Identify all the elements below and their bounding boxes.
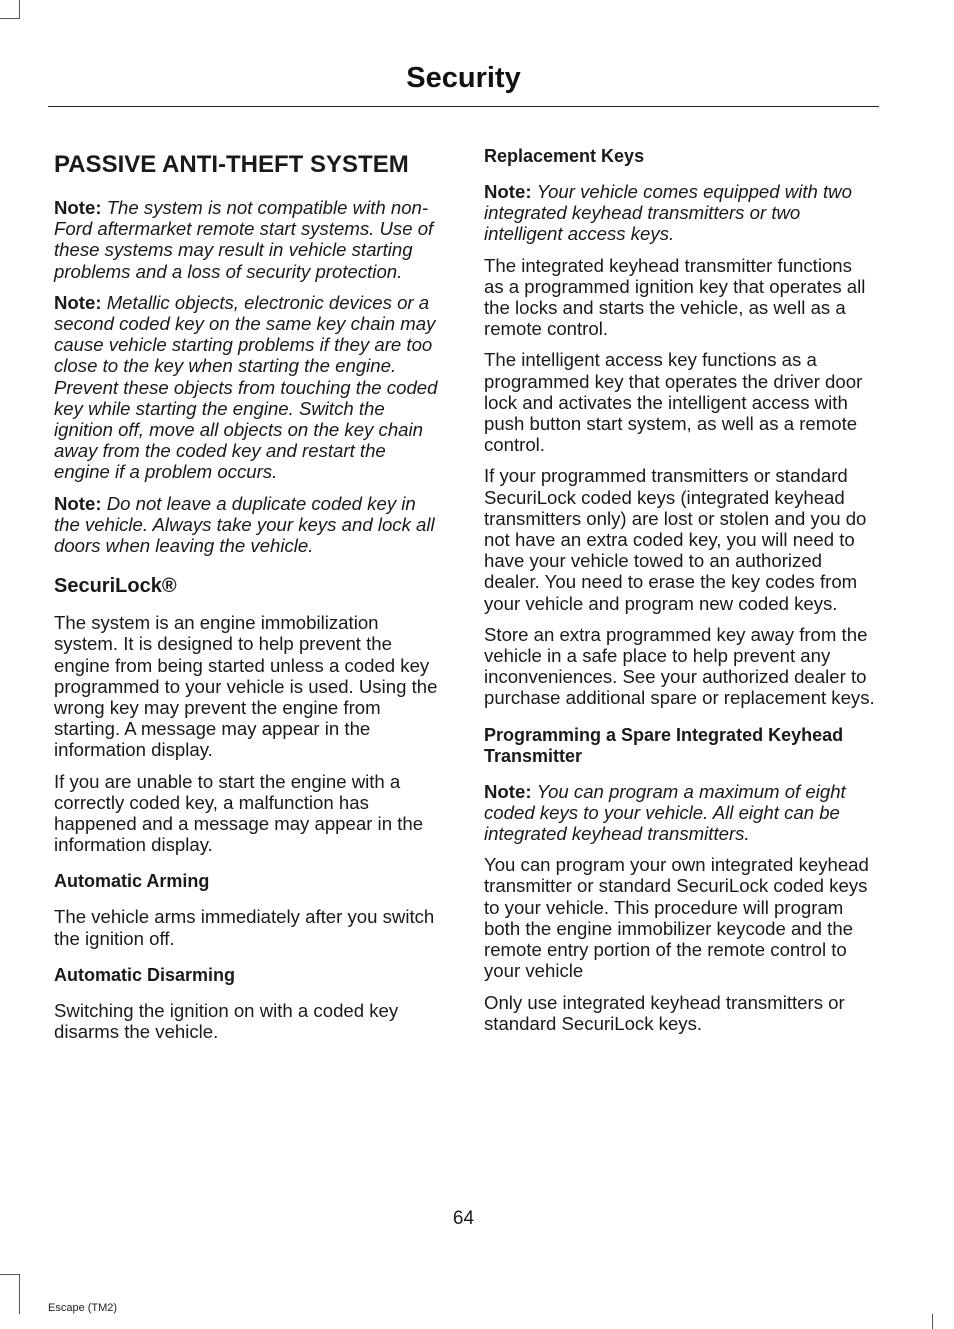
header-divider	[48, 106, 879, 107]
note-text: Do not leave a duplicate coded key in the vehicle. Always take your keys and lock all doors when leaving the vehicle.	[54, 492, 435, 557]
body-paragraph: Store an extra programmed key away from the vehicle in a safe place to help prevent any inconveniences. See your authorized dealer to purchase additional spare or replacement keys.	[484, 623, 875, 709]
right-column	[484, 146, 876, 1044]
crop-mark	[19, 1274, 20, 1314]
crop-mark	[19, 0, 20, 19]
note-text: The system is not compatible with non-Ford aftermarket remote start systems. Use of these systems may result in vehicle starting problems and a loss of security protection.	[54, 197, 434, 282]
body-paragraph: The vehicle arms immediately after you switch the ignition off.	[54, 906, 435, 949]
crop-mark	[0, 1274, 20, 1275]
left-column	[54, 146, 446, 1052]
crop-mark	[932, 1314, 933, 1329]
note-text: Your vehicle comes equipped with two integrated keyhead transmitters or two intelligent access keys.	[484, 181, 852, 245]
securilock-heading: SecuriLock®	[54, 575, 177, 598]
disarming-heading: Automatic Disarming	[54, 964, 236, 985]
note-paragraph	[484, 181, 876, 245]
note-paragraph	[54, 292, 446, 483]
body-paragraph: You can program your own integrated keyhead transmitter or standard SecuriLock coded keys to your vehicle. This procedure will program both the engine immobilizer keycode and the remote entry portion of the remote control to your vehicle	[484, 854, 869, 982]
footer-model: Escape (TM2)	[48, 1302, 118, 1314]
note-paragraph	[484, 781, 876, 845]
note-label: Note:	[54, 291, 102, 313]
note-text: You can program a maximum of eight coded keys to your vehicle. All eight can be integrated keyhead transmitters.	[484, 780, 846, 845]
note-label: Note:	[484, 780, 532, 802]
body-paragraph: The intelligent access key functions as a programmed key that operates the driver door lock and activates the intelligent access with push button start system, as well as a remote control.	[484, 349, 863, 456]
body-paragraph: If your programmed transmitters or standard SecuriLock coded keys (integrated keyhead transmitters only) are lost or stolen and you do not have an extra coded key, you will need to have your vehicle towed to an authorized dealer. You need to erase the key codes from your vehicle and program new coded keys.	[484, 465, 867, 614]
page-number: 64	[452, 1208, 475, 1229]
note-paragraph	[54, 493, 446, 557]
page-title: Security	[406, 62, 521, 94]
body-paragraph: Switching the ignition on with a coded key disarms the vehicle.	[54, 999, 399, 1043]
section-heading: PASSIVE ANTI-THEFT SYSTEM	[54, 151, 409, 178]
crop-mark	[0, 18, 20, 19]
body-paragraph: Only use integrated keyhead transmitters or standard SecuriLock keys.	[484, 991, 845, 1034]
replacement-keys-heading: Replacement Keys	[484, 146, 645, 166]
note-label: Note:	[54, 492, 102, 514]
note-paragraph	[54, 197, 446, 282]
note-label: Note:	[54, 197, 102, 218]
body-paragraph: The integrated keyhead transmitter functions as a programmed ignition key that operates all the locks and starts the vehicle, as well as a remote control.	[484, 254, 866, 340]
body-paragraph: If you are unable to start the engine with a correctly coded key, a malfunction has happened and a message may appear in the information display.	[54, 770, 424, 856]
note-label: Note:	[484, 181, 532, 202]
programming-heading: Programming a Spare Integrated Keyhead Transmitter	[484, 724, 844, 766]
arming-heading: Automatic Arming	[54, 871, 210, 892]
note-text: Metallic objects, electronic devices or a second coded key on the same key chain may cause vehicle starting problems if they are too close to the key when starting the engine. Prevent these objects from touching the coded key while starting the engine. Switch the ignition off, move all objects on the key chain away from the coded key and restart the engine if a problem occurs.	[54, 291, 438, 483]
body-paragraph: The system is an engine immobilization system. It is designed to help prevent the engine from being started unless a coded key programmed to your vehicle is used. Using the wrong key may prevent the engine from starting. A message may appear in the information display.	[54, 612, 438, 761]
